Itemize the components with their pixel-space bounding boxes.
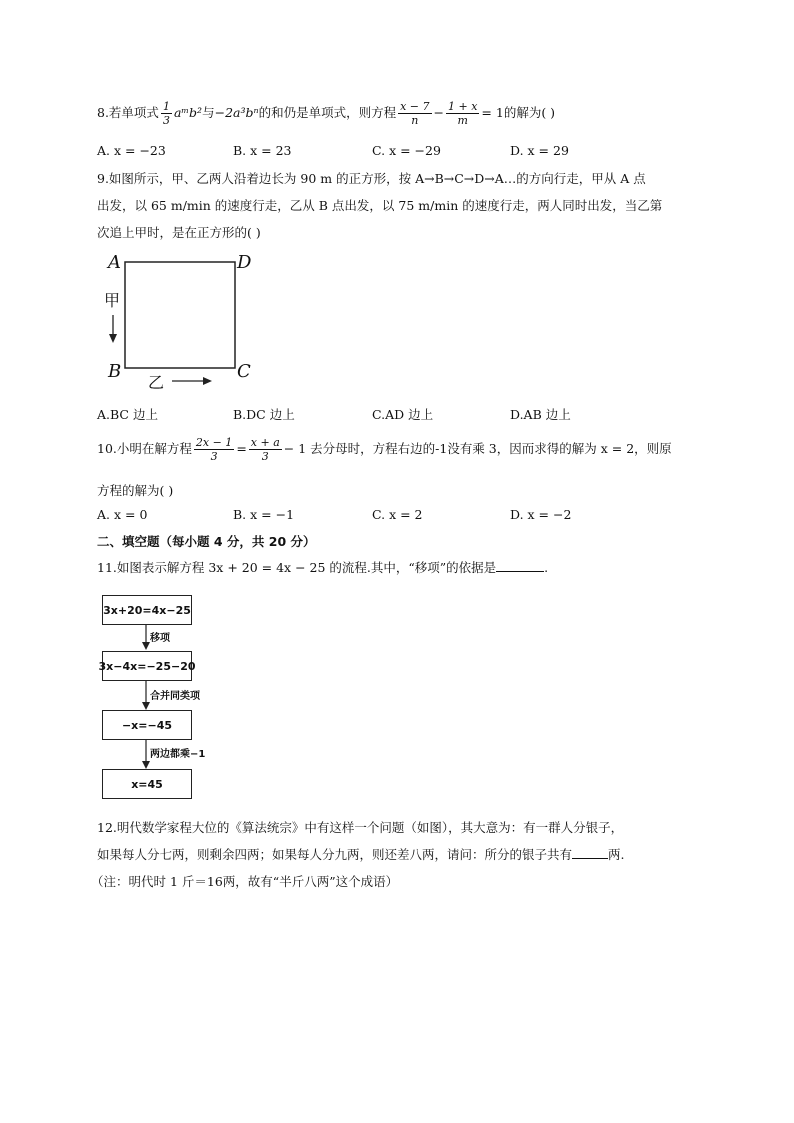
jia-arrow-head [109, 334, 117, 343]
q10-line-2: 方程的解为( ) [97, 483, 174, 498]
q8-coef-fraction: $\frac{1}{3}$ [162, 100, 170, 127]
flow-step-1: 3x+20=4x−25 [102, 595, 192, 625]
q12-line-2: 如果每人分七两，则剩余四两；如果每人分九两，则还差八两，请问：所分的银子共有 两. [97, 847, 625, 862]
q8-stem: 8.若单项式 $\frac{1}{3}$ aᵐb²与−2a³bⁿ的和仍是单项式，则方程 $\frac{x - 7}{n}$ − $\frac{1 + x}{m}$ = 1的解为( ) [97, 100, 556, 127]
square-outline [125, 262, 235, 368]
q12-line-1: 12.明代数学家程大位的《算法统宗》中有这样一个问题（如图），其大意为：有一群人分银子， [97, 820, 624, 835]
q12-answer-blank[interactable] [572, 858, 608, 859]
section-2-heading: 二、填空题（每小题 4 分，共 20 分） [97, 534, 316, 549]
flow-arrow-label-1: 移项 [150, 633, 170, 644]
q8-option-b[interactable]: B. x = 23 [233, 143, 292, 158]
q8-option-d[interactable]: D. x = 29 [510, 143, 569, 158]
flow-step-4: x=45 [102, 769, 192, 799]
q9-line-3: 次追上甲时，是在正方形的( ) [97, 225, 261, 240]
q9-option-b[interactable]: B.DC 边上 [233, 407, 295, 422]
q11-stem: 11.如图表示解方程 3x + 20 = 4x − 25 的流程.其中，“移项”的依据是 . [97, 560, 549, 575]
q9-line-2: 出发，以 65 m/min 的速度行走，乙从 B 点出发，以 75 m/min 的速度行走，两人同时出发，当乙第 [97, 198, 663, 213]
yi-arrow-head [203, 377, 212, 385]
q8-monomial-2: −2a³bⁿ [214, 105, 259, 120]
q10-option-d[interactable]: D. x = −2 [510, 507, 572, 522]
q9-option-d[interactable]: D.AB 边上 [510, 407, 571, 422]
q10-option-a[interactable]: A. x = 0 [97, 507, 148, 522]
q10-fraction-1: $\frac{2x - 1}{3}$ [195, 436, 233, 463]
flow-arrow-label-3: 两边都乘−1 [150, 749, 206, 760]
flow-step-3: −x=−45 [102, 710, 192, 740]
q11-flowchart [100, 593, 220, 805]
q8-monomial-1: aᵐb² [173, 105, 203, 120]
q11-answer-blank[interactable] [496, 571, 544, 572]
q8-eq-fraction-2: $\frac{1 + x}{m}$ [447, 100, 478, 127]
q8-prefix: 8.若单项式 [97, 105, 159, 120]
q8-eq-fraction-1: $\frac{x - 7}{n}$ [400, 100, 430, 127]
label-jia: 甲 [104, 291, 121, 310]
q9-square-figure [100, 250, 260, 390]
q9-option-c[interactable]: C.AD 边上 [372, 407, 434, 422]
q10-stem: 10.小明在解方程 $\frac{2x - 1}{3}$ = $\frac{x + a}{3}$ − 1 去分母时，方程右边的-1没有乘 3，因而求得的解为 x = 2，则原 [97, 436, 672, 463]
q10-fraction-2: $\frac{x + a}{3}$ [250, 436, 280, 463]
q9-option-a[interactable]: A.BC 边上 [97, 407, 158, 422]
q10-option-b[interactable]: B. x = −1 [233, 507, 295, 522]
q12-line-3: （注：明代时 1 斤＝16两，故有“半斤八两”这个成语） [91, 874, 399, 889]
vertex-label-d: D [237, 252, 252, 273]
q8-option-a[interactable]: A. x = −23 [97, 143, 166, 158]
flow-arrow-label-2: 合并同类项 [150, 691, 200, 702]
q9-figure-svg [100, 250, 260, 390]
q9-line-1: 9.如图所示，甲、乙两人沿着边长为 90 m 的正方形，按 A→B→C→D→A…的方向行走，甲从 A 点 [97, 171, 646, 186]
q10-option-c[interactable]: C. x = 2 [372, 507, 423, 522]
q8-option-c[interactable]: C. x = −29 [372, 143, 441, 158]
flow-step-2: 3x−4x=−25−20 [102, 651, 192, 681]
label-yi: 乙 [148, 373, 165, 392]
vertex-label-b: B [108, 361, 122, 382]
vertex-label-a: A [108, 252, 121, 273]
vertex-label-c: C [237, 361, 251, 382]
